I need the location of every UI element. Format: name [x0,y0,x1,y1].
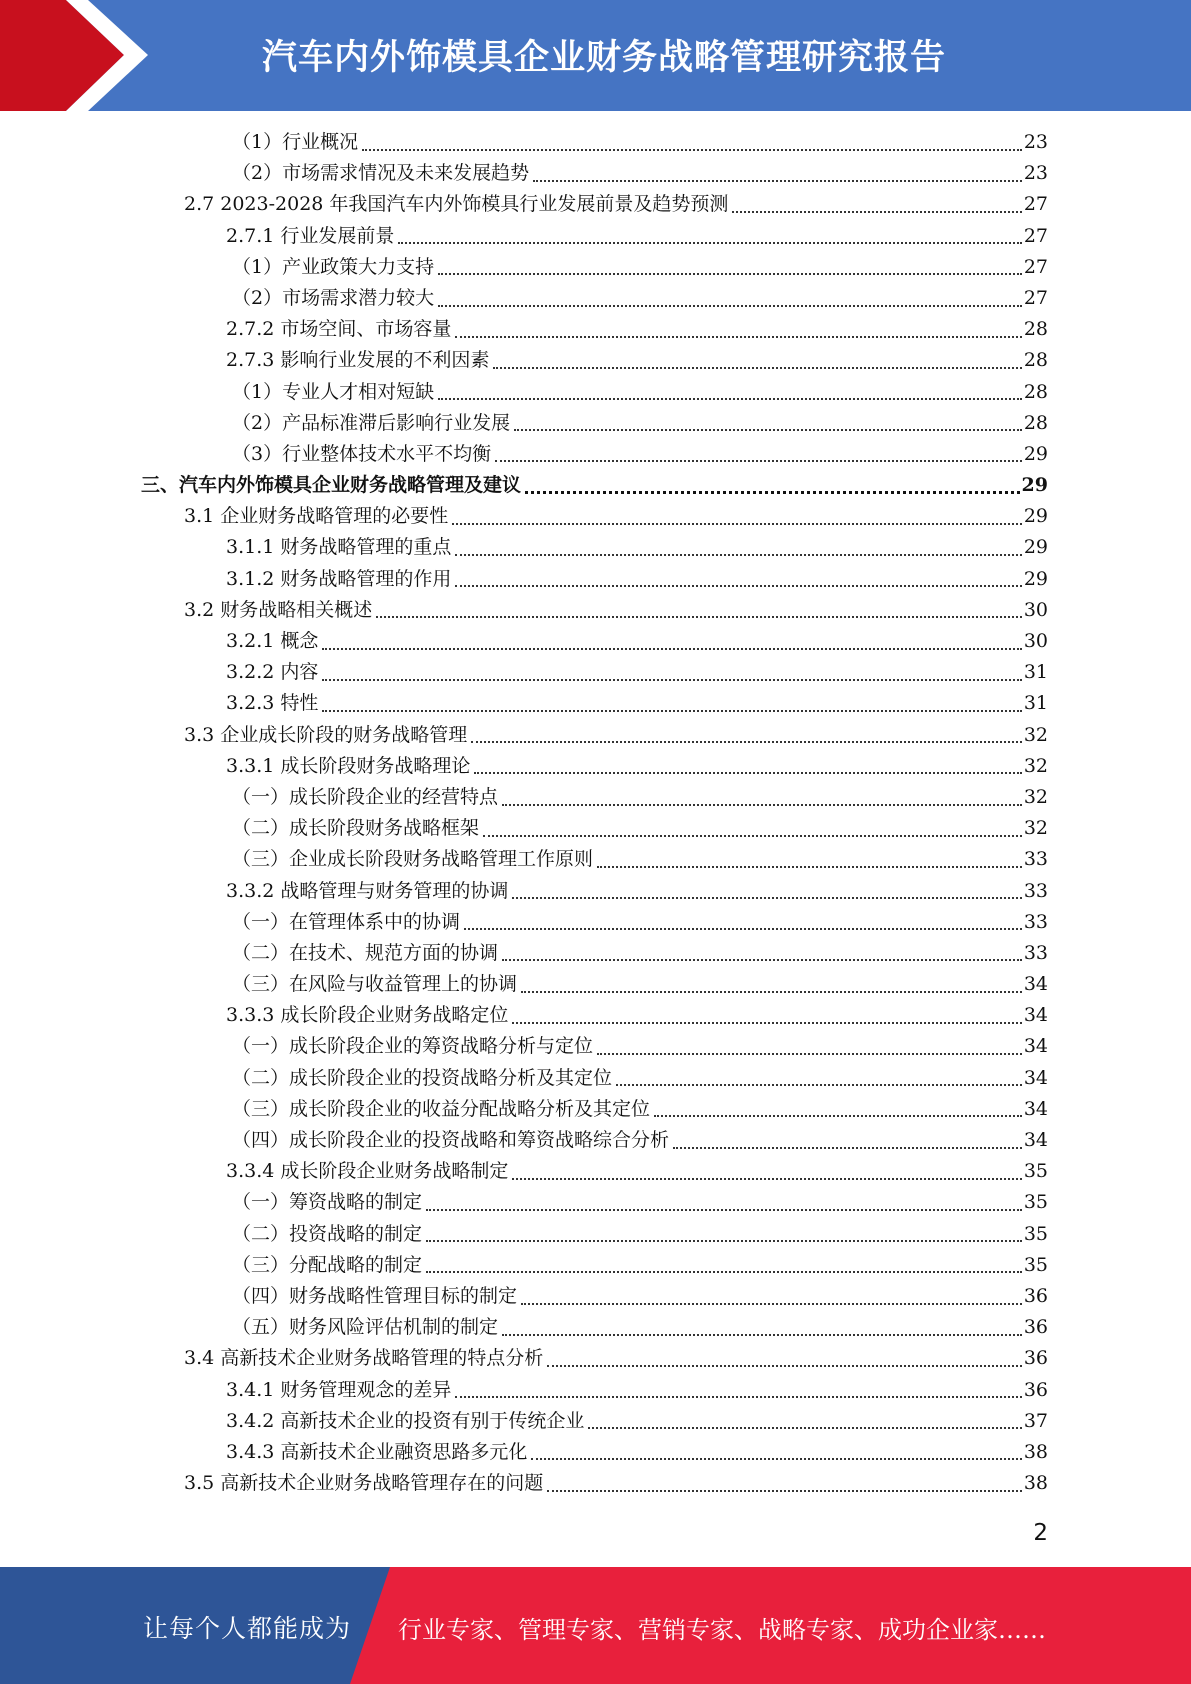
toc-dot-leader [514,429,1022,431]
toc-entry-page: 34 [1023,1097,1048,1120]
toc-entry-label: 3.1.2 财务战略管理的作用 [226,567,452,590]
toc-entry-label: 3.2 财务战略相关概述 [184,598,373,621]
toc-entry[interactable] [0,907,1191,938]
toc-dot-leader [588,1427,1021,1429]
toc-dot-leader [376,616,1022,618]
toc-dot-leader [398,242,1021,244]
toc-entry-label: 3.4.3 高新技术企业融资思路多元化 [226,1440,528,1463]
toc-entry-label: 2.7 2023-2028 年我国汽车内外饰模具行业发展前景及趋势预测 [184,193,729,216]
toc-entry-label: （三）成长阶段企业的收益分配战略分析及其定位 [232,1097,651,1120]
toc-entry-label: 3.5 高新技术企业财务战略管理存在的问题 [184,1472,544,1495]
toc-entry[interactable] [0,1375,1191,1406]
toc-entry[interactable] [0,283,1191,314]
toc-entry-page: 31 [1023,661,1048,684]
toc-entry-page: 28 [1023,411,1048,434]
toc-entry-page: 34 [1023,1066,1048,1089]
table-of-contents [0,127,1191,1499]
toc-entry[interactable] [0,189,1191,220]
toc-entry-page: 28 [1023,349,1048,372]
toc-entry-label: （一）筹资战略的制定 [232,1191,423,1214]
toc-entry-label: （3）行业整体技术水平不均衡 [232,442,492,465]
toc-entry[interactable] [0,1250,1191,1281]
toc-dot-leader [455,336,1021,338]
toc-entry-page: 29 [1021,474,1048,497]
header-chevron-decoration [0,0,152,111]
toc-entry-page: 23 [1023,131,1048,153]
toc-entry-label: （一）成长阶段企业的筹资战略分析与定位 [232,1035,594,1058]
toc-dot-leader [322,648,1021,650]
toc-dot-leader [438,398,1022,400]
toc-entry-label: 3.4.2 高新技术企业的投资有别于传统企业 [226,1409,585,1432]
toc-entry[interactable] [0,782,1191,813]
footer-slogan-left: 让每个人都能成为 [143,1614,352,1643]
toc-dot-leader [521,991,1022,993]
toc-entry[interactable] [0,501,1191,532]
toc-dot-leader [474,772,1021,774]
toc-entry-label: （一）在管理体系中的协调 [232,910,461,933]
toc-dot-leader [471,741,1022,743]
toc-entry-page: 34 [1023,1004,1048,1027]
toc-entry-label: （1）产业政策大力支持 [232,255,435,278]
page-number: 2 [1033,1520,1048,1546]
toc-entry-page: 31 [1023,692,1048,715]
toc-entry[interactable] [0,1000,1191,1031]
toc-entry-page: 27 [1023,255,1048,278]
toc-entry-page: 36 [1023,1347,1048,1370]
toc-entry[interactable] [0,751,1191,782]
toc-entry-page: 27 [1023,224,1048,247]
toc-entry-page: 35 [1023,1253,1048,1276]
toc-entry-label: （2）市场需求情况及未来发展趋势 [232,162,530,185]
toc-entry-page: 36 [1023,1316,1048,1339]
toc-entry-label: （二）成长阶段企业的投资战略分析及其定位 [232,1066,613,1089]
toc-entry-page: 29 [1023,442,1048,465]
toc-dot-leader [322,679,1021,681]
toc-entry-label: 3.4.1 财务管理观念的差异 [226,1378,452,1401]
toc-entry-label: （2）产品标准滞后影响行业发展 [232,411,511,434]
toc-entry-label: 3.4 高新技术企业财务战略管理的特点分析 [184,1347,544,1370]
toc-entry-page: 38 [1023,1440,1048,1463]
footer-slogan-right: 行业专家、管理专家、营销专家、战略专家、成功企业家…… [398,1616,1046,1644]
toc-entry-page: 28 [1023,380,1048,403]
toc-dot-leader [483,835,1022,837]
toc-entry[interactable] [0,876,1191,907]
toc-entry-page: 28 [1023,318,1048,341]
toc-entry-label: 3.3.1 成长阶段财务战略理论 [226,754,471,777]
toc-dot-leader [654,1115,1022,1117]
toc-entry-page: 36 [1023,1284,1048,1307]
toc-dot-leader [455,1396,1021,1398]
toc-entry-label: （一）成长阶段企业的经营特点 [232,785,499,808]
toc-entry-label: 3.2.1 概念 [226,630,319,652]
toc-entry-label: 2.7.1 行业发展前景 [226,224,395,247]
toc-entry[interactable] [0,720,1191,751]
toc-entry-page: 34 [1023,973,1048,996]
report-header [0,0,1191,111]
toc-entry[interactable] [0,1187,1191,1218]
toc-entry-page: 33 [1023,941,1048,964]
toc-entry[interactable] [0,221,1191,252]
toc-dot-leader [531,1458,1021,1460]
toc-entry[interactable] [0,1031,1191,1062]
toc-entry-page: 35 [1023,1191,1048,1214]
toc-dot-leader [521,1303,1022,1305]
toc-entry-page: 34 [1023,1129,1048,1151]
toc-entry[interactable] [0,938,1191,969]
toc-entry-label: （四）财务战略性管理目标的制定 [232,1284,518,1307]
toc-entry-page: 33 [1023,879,1048,902]
toc-dot-leader [547,1490,1022,1492]
toc-entry-label: 三、汽车内外饰模具企业财务战略管理及建议 [141,474,522,497]
toc-entry[interactable] [0,1312,1191,1343]
toc-entry-page: 35 [1023,1222,1048,1245]
toc-entry-label: （1）专业人才相对短缺 [232,380,435,403]
toc-entry-page: 33 [1023,848,1048,871]
toc-entry-label: 3.3.2 战略管理与财务管理的协调 [226,879,509,902]
toc-entry[interactable] [0,1125,1191,1156]
toc-dot-leader [525,491,1020,494]
toc-entry-label: 3.3.4 成长阶段企业财务战略制定 [226,1160,509,1183]
toc-entry-label: 3.3 企业成长阶段的财务战略管理 [184,723,468,746]
toc-entry[interactable] [0,1437,1191,1468]
toc-entry-label: （三）在风险与收益管理上的协调 [232,973,518,996]
toc-entry[interactable] [0,1094,1191,1125]
toc-entry-label: （三）分配战略的制定 [232,1253,423,1276]
toc-dot-leader [547,1365,1022,1367]
toc-entry-page: 35 [1023,1160,1048,1183]
toc-entry-label: （二）成长阶段财务战略框架 [232,817,480,840]
toc-dot-leader [502,804,1022,806]
toc-dot-leader [438,305,1022,307]
toc-entry[interactable] [0,844,1191,875]
toc-entry-label: （三）企业成长阶段财务战略管理工作原则 [232,848,594,871]
toc-entry-page: 30 [1023,630,1048,652]
toc-entry-label: 2.7.2 市场空间、市场容量 [226,318,452,341]
toc-entry[interactable] [0,595,1191,626]
toc-entry-page: 29 [1023,536,1048,559]
toc-entry-label: （四）成长阶段企业的投资战略和筹资战略综合分析 [232,1129,670,1151]
toc-entry[interactable] [0,1343,1191,1374]
toc-entry[interactable] [0,626,1191,657]
toc-entry[interactable] [0,314,1191,345]
toc-entry-page: 36 [1023,1378,1048,1401]
toc-entry[interactable] [0,158,1191,189]
toc-entry-page: 38 [1023,1472,1048,1495]
toc-entry-label: 3.2.3 特性 [226,692,319,715]
toc-entry-page: 27 [1023,286,1048,309]
toc-entry-label: （二）投资战略的制定 [232,1222,423,1245]
toc-entry[interactable] [0,1219,1191,1250]
toc-entry-page: 23 [1023,162,1048,185]
toc-dot-leader [502,1334,1022,1336]
toc-entry-page: 33 [1023,910,1048,933]
toc-dot-leader [464,928,1022,930]
toc-dot-leader [455,554,1021,556]
toc-dot-leader [512,1022,1021,1024]
toc-entry[interactable] [0,657,1191,688]
toc-dot-leader [495,460,1022,462]
toc-entry[interactable] [0,1063,1191,1094]
toc-dot-leader [493,367,1021,369]
toc-dot-leader [597,1053,1022,1055]
toc-dot-leader [426,1271,1022,1273]
toc-entry-page: 29 [1023,505,1048,528]
toc-dot-leader [616,1084,1022,1086]
toc-dot-leader [438,273,1022,275]
toc-entry[interactable] [0,439,1191,470]
toc-entry-label: 3.1.1 财务战略管理的重点 [226,536,452,559]
report-title: 汽车内外饰模具企业财务战略管理研究报告 [262,38,947,78]
toc-dot-leader [452,523,1022,525]
toc-entry-page: 27 [1023,193,1048,216]
toc-dot-leader [362,149,1022,151]
toc-dot-leader [673,1147,1022,1149]
toc-dot-leader [426,1209,1022,1211]
report-footer [0,1567,1191,1684]
toc-entry-label: （1）行业概况 [232,131,359,153]
toc-entry-page: 30 [1023,598,1048,621]
toc-dot-leader [533,180,1022,182]
toc-entry-label: 3.3.3 成长阶段企业财务战略定位 [226,1004,509,1027]
toc-entry-label: （2）市场需求潜力较大 [232,286,435,309]
toc-entry[interactable] [0,470,1191,501]
toc-dot-leader [426,1240,1022,1242]
toc-entry[interactable] [0,1406,1191,1437]
toc-entry[interactable] [0,1156,1191,1187]
toc-entry-label: （二）在技术、规范方面的协调 [232,941,499,964]
toc-entry[interactable] [0,564,1191,595]
toc-dot-leader [512,1178,1021,1180]
toc-dot-leader [597,866,1022,868]
toc-entry[interactable] [0,252,1191,283]
toc-entry[interactable] [0,127,1191,158]
toc-entry[interactable] [0,532,1191,563]
toc-entry[interactable] [0,345,1191,376]
toc-entry-page: 29 [1023,567,1048,590]
toc-dot-leader [322,710,1021,712]
toc-entry-page: 32 [1023,785,1048,808]
toc-entry-label: （五）财务风险评估机制的制定 [232,1316,499,1339]
toc-entry[interactable] [0,969,1191,1000]
toc-dot-leader [732,211,1021,213]
toc-entry-page: 34 [1023,1035,1048,1058]
toc-entry[interactable] [0,1468,1191,1499]
toc-entry-label: 3.2.2 内容 [226,661,319,684]
toc-entry[interactable] [0,1281,1191,1312]
toc-entry-page: 32 [1023,817,1048,840]
toc-entry-page: 32 [1023,754,1048,777]
toc-entry-label: 2.7.3 影响行业发展的不利因素 [226,349,490,372]
toc-entry[interactable] [0,408,1191,439]
toc-dot-leader [502,959,1022,961]
toc-entry[interactable] [0,377,1191,408]
toc-entry-page: 37 [1023,1409,1048,1432]
toc-entry[interactable] [0,813,1191,844]
toc-dot-leader [455,585,1021,587]
toc-entry-label: 3.1 企业财务战略管理的必要性 [184,505,449,528]
toc-entry[interactable] [0,688,1191,719]
toc-entry-page: 32 [1023,723,1048,746]
toc-dot-leader [512,897,1021,899]
